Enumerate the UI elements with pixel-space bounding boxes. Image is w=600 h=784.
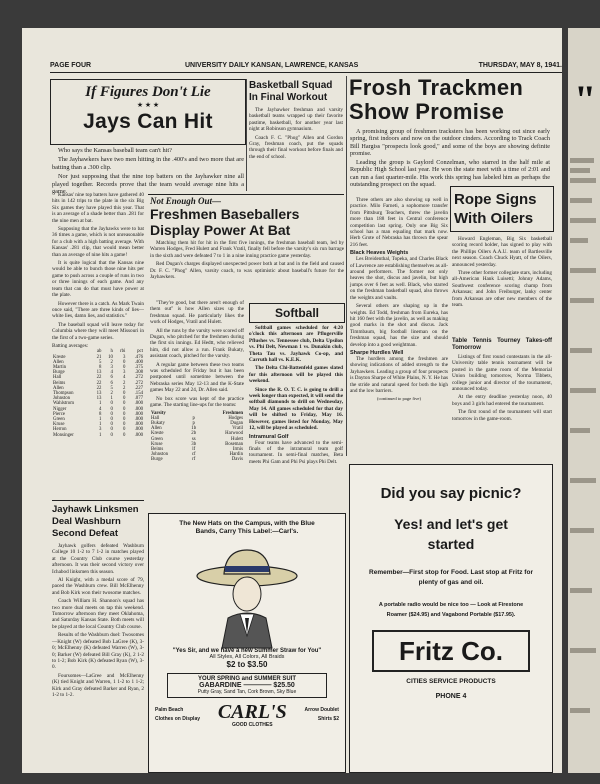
- table-row: Johnston 13 1 0 .077: [53, 396, 143, 402]
- table-row: Hall 22 6 4 .272: [53, 375, 143, 381]
- freshbase-lead: Matching them hit for hit in the first five innings, the freshman baseball team, led by Warren Hodges, Fred Hulett and Frank Vratil, finally fell before the varsity's six run barrage in the sixth and were defeated 7 to 1 in a nine inning practice game yesterday. Red Dugan's charges displayed unexpected power both at bat and in the field and caused Dr. F. C. "Phog" Allen, varsity coach, to wax optimistic about baseball's future for the Jayhawkers.: [150, 240, 344, 281]
- adjacent-page-glyph: ": [574, 77, 597, 122]
- table-row: Hall p Hodges: [151, 415, 243, 421]
- carls-styles: All Styles, All Colors, All Braids: [209, 654, 285, 660]
- batting-label: Batting averages:: [52, 342, 89, 349]
- lineup-table: [150, 411, 244, 463]
- table-row: Johnston cf Hardin: [151, 452, 243, 458]
- figures-kicker: If Figures Don't Lie: [85, 84, 211, 100]
- fritz-ad: [349, 464, 553, 773]
- table-row: Herron 3 0 0 .000: [53, 427, 143, 433]
- table-row: Bukaty p Dugan: [151, 420, 243, 426]
- table-row: Allen 5 2 0 .400: [53, 359, 143, 365]
- table-row: Allen 22 5 2 .227: [53, 385, 143, 391]
- fritz-question: Did you say picnic?: [380, 485, 522, 502]
- carls-suit-box: YOUR SPRING and SUMMER SUIT GABARDINE ———— $25.50 Putty Gray, Sand Tan, Cork Brown, Sky Blue: [167, 673, 327, 698]
- adjacent-page-edge: [568, 28, 600, 773]
- table-row: Green 1 0 0 .000: [53, 416, 143, 422]
- figures-lead: Who says the Kansas baseball team can't hit? The Jayhawkers have two men hitting in the .400's and two more that are batting than a .300 clip. Nor just supposing that the nine top batters on the Jayhawker nine all played together. Records prove that the team would average nine hits a game.: [52, 147, 244, 196]
- trackmen-lead: A promising group of freshmen tracksters has been working out since early spring, first indoors and now on the outdoor cinders. According to Track Coach Bill Hargiss "prospects look good," and some of the boys are showing definite promise. Leading the group is Gaylord Conzelman, who starred in the half mile at Republic High School last year. He won the state meet with a time of 2:01 and can run a fast quarter-mile. His work this spring has labeled him as perhaps the outstanding prospect on the squad.: [350, 128, 550, 189]
- freshbase-body: "They're good, but there aren't enough of them out" is how Allen sizes up the freshman squad. He particularly likes the work of Hodges, Vratil and Hulett. All the runs by the varsity were scored off Dugan, who pitched for the freshmen during the first six innings. Ed Hedtt, who relieved him, did not allow a run. Frank Bukaty, assistant coach, pitched for the varsity. A regular game between these two teams was scheduled for Friday but it has been postponed until sometime between the Nebraska series May 12-13 and the K-State games May 22 and 24, Dr. Allen said. No box score was kept of the practice game. The starting line-ups for the teams: Varsity Freshmen Hall p Hodges Bukaty p Dugan Allen 1b Vratil Kreste 2b Harwood Green ss Hulett Kruse 3b Boseman Beims lf Irmis Johnston cf Hardin Burge rf Davis: [150, 300, 244, 463]
- oilers-headline-box: [450, 186, 554, 232]
- freshbase-headline: Freshmen Baseballers Display Power At Bat: [150, 206, 300, 238]
- fritz-sub: CITIES SERVICE PRODUCTS: [406, 678, 496, 685]
- batting-averages-table: [52, 349, 144, 437]
- table-row: Burge 13 4 3 .308: [53, 370, 143, 376]
- tennis-story: Table Tennis Tourney Takes-off Tomorrow Listings of first round contestants in the all-University table tennis tournament will be posted in the game room of the Memorial Union building tomorrow, Norma Tibbets, college junior and director of the tournament, announced today. At the entry deadline yesterday noon, 40 boys and 3 girls had entered the tournament. The first round of the tournament will start tomorrow in the game-room.: [452, 338, 552, 422]
- trackmen-headline: Frosh Trackmen Show Promise: [349, 75, 524, 124]
- carls-top: The New Hats on the Campus, with the Blue Bands, Carry This Label:—Carl's.: [179, 520, 315, 535]
- carls-ad: The New Hats on the Campus, with the Blue Bands, Carry This Label:—Carl's. "Yes Sir, and we have a new Summer Straw for You" All Styles, All Colors, All Braids $2 to $3.50 YOUR SPRING and SUMMER SUIT GABARDINE ———— $25.50 Putty Gray, Sand Tan, Cork Brown, Sky Blue Palm Beach Clothes on Display CARL'S GOOD CLOTHES Arrow Doublet Shirts $2: [148, 513, 346, 773]
- carls-quote: "Yes Sir, and we have a new Summer Straw for You": [172, 648, 322, 654]
- fritz-phone: PHONE 4: [435, 693, 467, 700]
- table-row: Allen 1b Vratil: [151, 426, 243, 432]
- freshbase-kicker: Not Enough Out—: [150, 196, 222, 206]
- figures-headline: Jays Can Hit: [83, 110, 213, 133]
- fritz-roamer: Roamer ($24.95) and Vagabond Portable ($17.95).: [386, 612, 516, 618]
- fritz-yes: Yes! and let's get started: [394, 516, 508, 552]
- table-row: Martin 8 3 0 .375: [53, 364, 143, 370]
- oilers-story: Howard Engleman, Big Six basketball scoring record holder, has signed to play with the Phillips Oilers A.A.U. team of Bartlesville next season. Coach Chuck Hyatt, of the Oilers, announced yesterday. Three other former collegiate stars, including all-American Hank Luisetti; Johnny Adams, Southwest conference scoring champ from Arkansas; and John Freiburger, lanky center from Arkansas are other new members of the team.: [452, 236, 552, 309]
- table-row: Monsinger 1 0 0 .000: [53, 432, 143, 438]
- basketball-headline: Basketball Squad In Final Workout: [249, 80, 333, 103]
- freshbase-headline-block: [150, 196, 344, 238]
- page-number: PAGE FOUR: [50, 62, 92, 69]
- fritz-radio: A portable radio would be nice too — Look at Firestone: [378, 602, 524, 608]
- issue-date: THURSDAY, MAY 8, 1941.: [478, 62, 562, 69]
- washburn-story: Jayhawk Linksmen Deal Washburn Second Defeat Jayhawk golfers defeated Washburn College 10 1-2 to 7 1-2 in matches played at the Country Club course yesterday afternoon. It was their second victory over Ichabod linksmen this season. Al Knight, with a medal score of 79, paced the Washburn crew. Bill McElhenny and Bob Kirk won their twosome matches. Coach William H. Shannon's squad has two more dual meets on tap this weekend. Tomorrow afternoon they meet Oklahoma, and Saturday Kansas State. Both meets will be played at the local Country Club course. Results of the Washburn duel: Twosomes—Knight (W) defeated Bob LaGree (K), 3-0; McElhenny (K) defeated Warren (W), 3-0; Barker (W) defeated Bill Gray (K), 2 1-2 to 1-2; Bob Kirk (K) defeated Ryan (W), 3-0. Foursomes—LaGree and McElhenny (K) tied Knight and Warren, 1 1-2 to 1 1-2; Kirk and Gray defeated Barker and Ryan, 2 1-2 to 1-2.: [52, 504, 144, 698]
- tennis-headline: Table Tennis Tourney Takes-off Tomorrow: [452, 338, 552, 351]
- table-row: Kruse 1 0 0 .000: [53, 422, 143, 428]
- table-row: Green ss Hulett: [151, 436, 243, 442]
- carls-logo: CARL'S GOOD CLOTHES: [217, 701, 287, 728]
- softball-story: Softball games scheduled for 4:20 o'clock this afternoon are Pflugerville Pflushes vs. Tennessee club, Delta Upsilon vs. Phi Delt, Newman 1 vs. Dunakin club, Theta Tau vs. Jayhawk Co-op, and Carruth hall vs. K.E.K. The Delta Chi-Battenfeld games slated for this afternoon will be played this weekend. Since the R. O. T. C. is going to drill a week longer than expected, it will send the softball diamonds to drill on Wednesday, May 14. All games scheduled for that day will be shifted to Friday, May 16. However, games listed for Monday, May 12, will be played as scheduled. Intramural Golf Four teams have advanced to the semi-finals of the intramural team golf tournament. In semi-final matches, Beta meets Phi Gam and Phi Psi plays Phi Delt.: [249, 325, 343, 465]
- batting-header-row: ab h rbi pct: [96, 349, 143, 355]
- figures-body: Kansas' nine top batters have gathered 40 hits in 142 trips to the plate in the six Big Six games they have played this year. That is an average of a shade better than .281 for the nine men at bat. Supposing that the Jayhawks were to bat 36 times a game, which is not unreasonable for a club with a high batting average. With Kansas' .281 clip, that would mean better than an average of nine hits a game! It is quite logical that the Kansas nine would be able to bunch those nine hits per game to push across a couple of runs in two or three innings of each game. And any team that can do that must have power at the plate. However there is a catch. As Mark Twain once said, "There are three kinds of lies—white lies, damn lies, and statistics." The baseball squad will leave today for Columbia where they will meet Missouri in the first of a two-game series. Batting averages: ab h rbi pct Kreste 21 10 3 .476 Allen 5 2 0 .400 Martin 8 3 0 .375 Burge 13 4 3 .308 Hall 22 6 4 .272 Beims 22 6 2 .272 Allen 22 5 2 .227 Thompson 13 2 0 .154 Johnston 13 1 0 .077 Wahlstrom 1 0 0 .000 Nigger 4 0 0 .000 Pierce 8 0 0 .000 Green 1 0 0 .000 Kruse 1 0 0 .000 Herron 3 0 0 .000 Monsinger 1 0 0 .000: [52, 192, 144, 438]
- table-row: Kreste 21 10 3 .476: [53, 354, 143, 360]
- table-row: Wahlstrom 1 0 0 .000: [53, 401, 143, 407]
- table-row: Beims 22 6 2 .272: [53, 380, 143, 386]
- figures-stars: ★ ★ ★: [136, 101, 160, 109]
- fritz-logo-box: [372, 630, 530, 672]
- table-row: Burge rf Davis: [151, 457, 243, 463]
- figures-headline-box: [50, 79, 246, 145]
- trackmen-headline-block: [349, 76, 549, 124]
- paper-name: UNIVERSITY DAILY KANSAN, LAWRENCE, KANSAS: [185, 62, 359, 69]
- softball-headline-box: [249, 303, 345, 323]
- table-row: Kruse 3b Boseman: [151, 441, 243, 447]
- trackmen-body: Three others are also showing up well in practice. Milo Farneti, a sophomore transfer from Pittsburg Teachers, threw the javelin more than 188 feet in Central conference competition last spring. Only one Big Six school has a man equaling that mark now. Herb Grote of Nebraska has thrown the spear 216 feet. Black Heaves Weights Les Breidenthal, Topeka, and Charles Black of Lawrence are establishing themselves as all-around performers. The former not only heaves the shot, discus and javelin, but high jumps over 6 feet as well. Black, who starred on the freshman basketball squad, also throws the weights and vaults. Several others are shaping up in the weights. Ed Todd, freshman from Eureka, has hit 160 feet with the javelin, as well as making good marks in the shot and discus. Jack Timmbaum, big football lineman on the freshman squad, has the size and should develop into a good weightman. Sharpe Hurdles Well The hurdlers among the freshmen are showing indications of added strength to the Jayhawkers. Leading a group of four prospects is Dayton Sharpe of White Plains, N. Y. He has the stride and natural speed for both the high and the low barriers. (continued to page five): [350, 197, 448, 402]
- oilers-headline: Rope Signs With Oilers: [454, 191, 537, 227]
- table-row: Thompson 13 2 0 .154: [53, 390, 143, 396]
- washburn-headline: Jayhawk Linksmen Deal Washburn Second Defeat: [52, 504, 139, 539]
- fritz-name: Fritz Co.: [399, 636, 503, 666]
- washburn-rule: [52, 500, 144, 501]
- table-row: Pierce 8 0 0 .000: [53, 411, 143, 417]
- masthead-rule: [50, 72, 562, 73]
- table-row: Beims lf Irmis: [151, 446, 243, 452]
- basketball-story: Basketball Squad In Final Workout The Jayhawker freshman and varsity basketball teams wrapped up their favorite pastime, basketball, for another year last night at Robinson gymnasium. Coach F. C. "Phog" Allen and Gordon Gray, freshman coach, put the squads through their final workout before finals and the end of school.: [249, 80, 343, 160]
- table-row: Nigger 4 0 0 .000: [53, 406, 143, 412]
- table-row: Kreste 2b Harwood: [151, 431, 243, 437]
- straw-hat-man-illustration: [192, 538, 302, 648]
- fritz-remember: Remember—First stop for Food. Last stop at Fritz for plenty of gas and oil.: [369, 569, 533, 586]
- softball-headline: Softball: [275, 306, 319, 320]
- carls-price: $2 to $3.50: [226, 660, 268, 669]
- lineup-header-row: Varsity Freshmen: [151, 410, 243, 416]
